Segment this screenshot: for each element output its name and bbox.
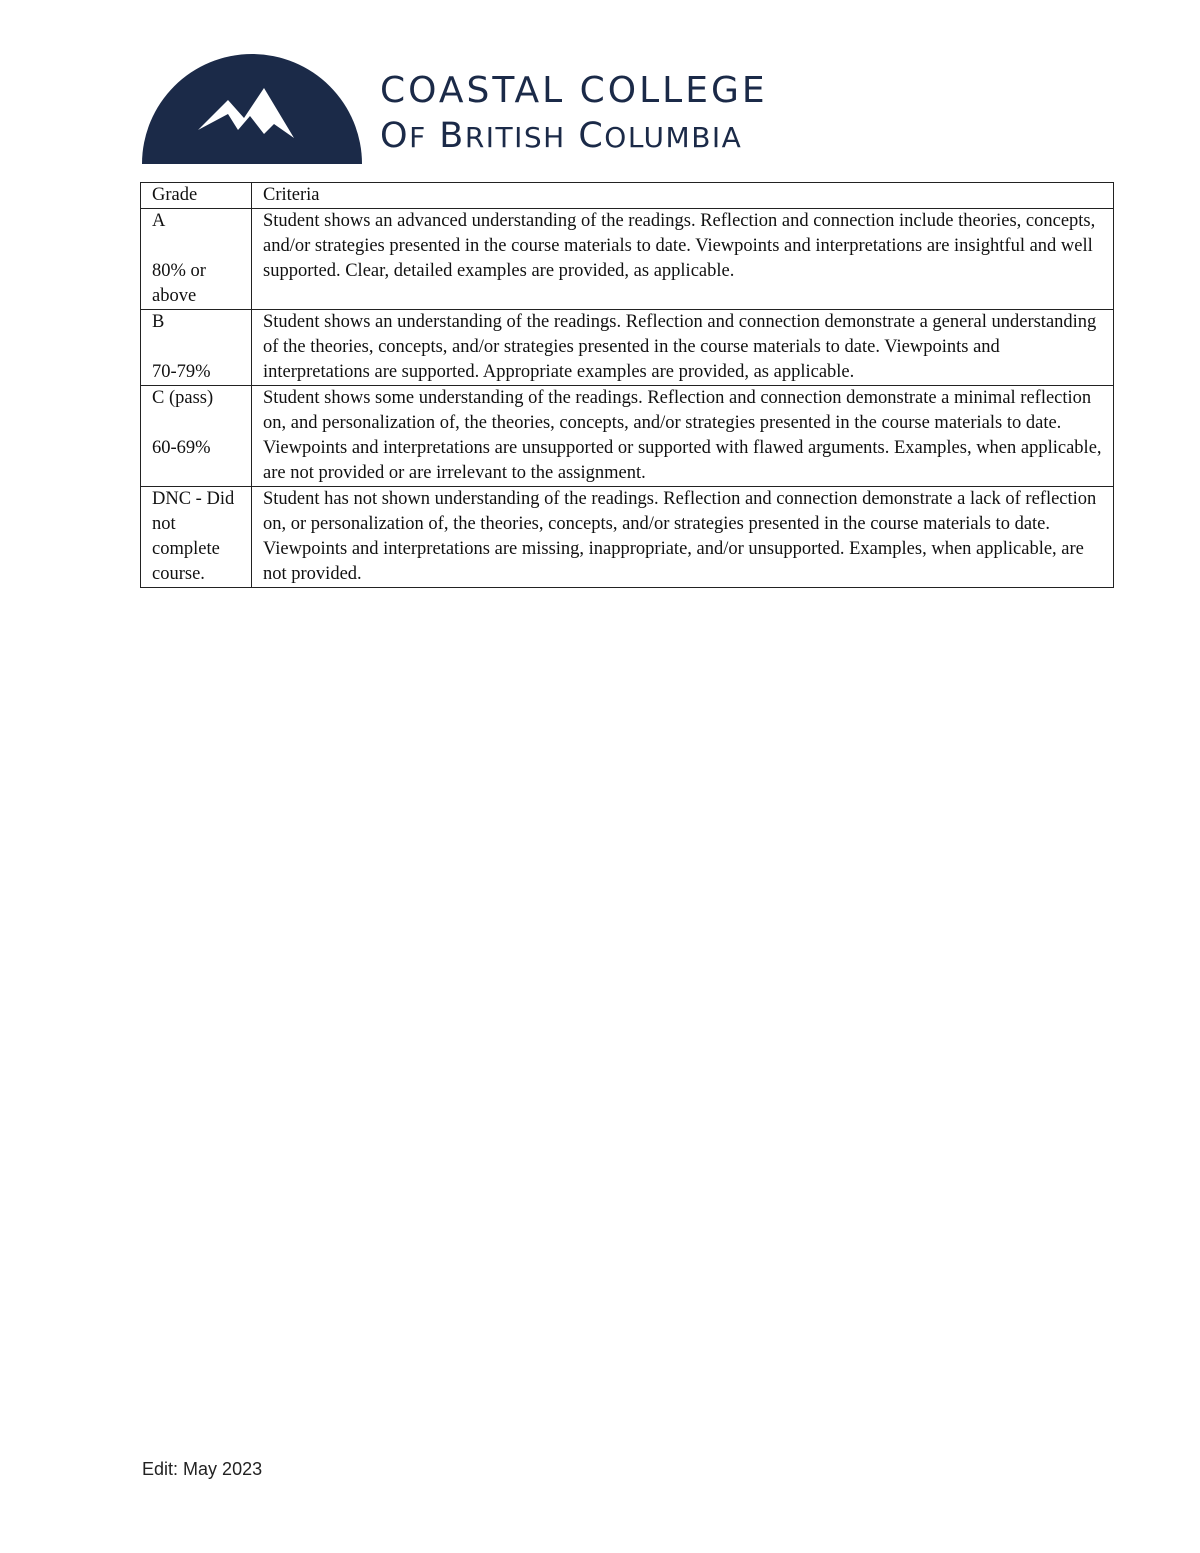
edit-date-footer xyxy=(142,1459,262,1480)
grading-rubric-table xyxy=(140,182,1114,588)
college-logo xyxy=(140,50,810,165)
edit-label: Edit: xyxy=(142,1459,179,1479)
logo-name-line1: COASTAL COLLEGE xyxy=(380,70,768,111)
criteria-cell: Student has not shown understanding of the readings. Reflection and connection demonstrate a lack of reflection on, or personalization of, the theories, concepts, and/or strategies presented in the course materials to date. Viewpoints and interpretations are missing, inappropriate, and/or unsupported. Examples, when applicable, are not provided. xyxy=(252,487,1114,588)
grade-cell xyxy=(141,209,252,310)
table-row xyxy=(141,487,1114,588)
table-header-row xyxy=(141,183,1114,209)
criteria-cell: Student shows an advanced understanding of the readings. Reflection and connection include theories, concepts, and/or strategies presented in the course materials to date. Viewpoints and interpretations are insightful and well supported. Clear, detailed examples are provided, as applicable. xyxy=(252,209,1114,310)
mountain-logo-icon xyxy=(140,50,364,164)
criteria-cell: Student shows an understanding of the readings. Reflection and connection demonstrate a general understanding of the theories, concepts, and/or strategies presented in the course materials to date. Viewpoints and interpretations are supported. Appropriate examples are provided, as applicable. xyxy=(252,310,1114,386)
grade-letter: C (pass) xyxy=(152,388,214,408)
grade-range: 70-79% xyxy=(152,362,211,382)
logo-name-line2: OF BRITISH COLUMBIA xyxy=(380,116,743,156)
table-row xyxy=(141,209,1114,310)
header-criteria: Criteria xyxy=(252,183,1114,209)
table-row xyxy=(141,310,1114,386)
grade-cell xyxy=(141,386,252,487)
header-grade: Grade xyxy=(141,183,252,209)
grade-range: 80% or above xyxy=(152,261,206,306)
grade-letter: A xyxy=(152,211,166,231)
grade-letter: B xyxy=(152,312,165,332)
edit-date: May 2023 xyxy=(183,1459,263,1479)
grade-range: 60-69% xyxy=(152,438,211,458)
criteria-cell: Student shows some understanding of the readings. Reflection and connection demonstrate a minimal reflection on, and personalization of, the theories, concepts, and/or strategies presented in the course materials to date. Viewpoints and interpretations are unsupported or supported with flawed arguments. Examples, when applicable, are not provided or are irrelevant to the assignment. xyxy=(252,386,1114,487)
table-row xyxy=(141,386,1114,487)
grade-cell xyxy=(141,487,252,588)
grade-letter: DNC - Did not complete course. xyxy=(152,489,235,584)
grade-cell xyxy=(141,310,252,386)
